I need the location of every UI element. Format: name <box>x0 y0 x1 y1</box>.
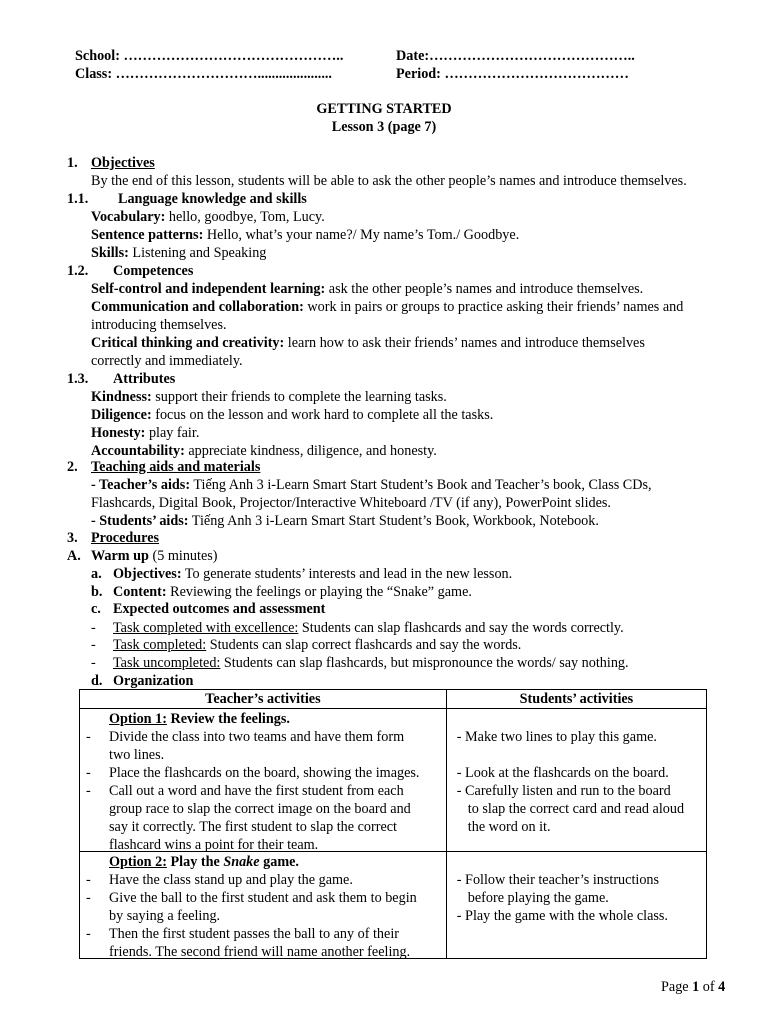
class-field: Class: …………………………..................... <box>75 66 332 82</box>
student-step: - Play the game with the whole class. <box>456 908 668 924</box>
student-step: - Follow their teacher’s instructions <box>456 872 660 888</box>
patterns-text: Hello, what’s your name?/ My name’s Tom./ Goodbye. <box>203 227 520 243</box>
skills-text: Listening and Speaking <box>128 245 267 261</box>
warmup-heading: Warm up <box>91 548 149 564</box>
honesty-label: Honesty: <box>91 425 146 441</box>
option-1-text: Review the feelings. <box>166 711 290 727</box>
self-control-label: Self-control and independent learning: <box>91 281 326 297</box>
item-a-label: Objectives: <box>113 566 182 582</box>
teacher-step: Have the class stand up and play the game. <box>109 872 353 888</box>
skills-label: Skills: <box>91 245 129 261</box>
outcome-completed-label: Task completed: <box>113 637 207 653</box>
students-activities-header: Students’ activities <box>446 690 706 709</box>
outcome-excellence-text: Students can slap flashcards and say the words correctly. <box>298 620 624 636</box>
teacher-step: say it correctly. The first student to slap the correct <box>109 819 397 835</box>
student-step: - Look at the flashcards on the board. <box>456 765 669 781</box>
patterns-line <box>91 226 519 244</box>
page-footer <box>661 978 725 996</box>
item-d-label: Organization <box>113 673 194 689</box>
outcome-dash-3: - <box>91 655 96 671</box>
teachers-aids-line <box>91 476 652 494</box>
table-row <box>80 852 707 959</box>
option-2-title <box>109 853 299 871</box>
section-1-2-heading: Competences <box>113 263 194 279</box>
students-aids-label: - Students’ aids: <box>91 513 189 529</box>
student-step: the word on it. <box>467 819 551 835</box>
self-control-line <box>91 280 643 298</box>
honesty-line <box>91 424 199 442</box>
section-3-heading: Procedures <box>91 530 160 546</box>
section-1-2-number: 1.2. <box>67 263 89 279</box>
skills-line <box>91 244 266 262</box>
table-row <box>80 709 707 852</box>
dash: - <box>86 890 91 906</box>
period-field: Period: ………………………………… <box>396 66 629 82</box>
dash: - <box>86 783 91 799</box>
date-field: Date:…………………………………….. <box>396 48 635 64</box>
teacher-step: flashcard wins a point for their team. <box>109 837 319 853</box>
student-step: before playing the game. <box>467 890 609 906</box>
option-2-teacher-cell <box>80 852 447 959</box>
kindness-line <box>91 388 447 406</box>
students-aids-text: Tiếng Anh 3 i-Learn Smart Start Student’s Book, Workbook, Notebook. <box>188 513 599 529</box>
dash: - <box>86 765 91 781</box>
patterns-label: Sentence patterns: <box>91 227 204 243</box>
critical-thinking-label: Critical thinking and creativity: <box>91 335 285 351</box>
teachers-aids-text: Tiếng Anh 3 i-Learn Smart Start Student’s Book and Teacher’s book, Class CDs, <box>190 477 652 493</box>
item-c-letter: c. <box>91 601 101 617</box>
student-step: - Make two lines to play this game. <box>456 729 657 745</box>
outcome-uncompleted-text: Students can slap flashcards, but mispronounce the words/ say nothing. <box>220 655 629 671</box>
diligence-label: Diligence: <box>91 407 152 423</box>
option-2-game-name: Snake <box>223 854 260 870</box>
section-3-number: 3. <box>67 530 78 546</box>
item-b-line <box>113 583 472 601</box>
teachers-aids-label: - Teacher’s aids: <box>91 477 191 493</box>
section-1-1-number: 1.1. <box>67 191 89 207</box>
vocabulary-text: hello, goodbye, Tom, Lucy. <box>165 209 325 225</box>
self-control-text: ask the other people’s names and introduce themselves. <box>325 281 644 297</box>
student-step: - Carefully listen and run to the board <box>456 783 671 799</box>
students-aids-line <box>91 512 599 530</box>
communication-label: Communication and collaboration: <box>91 299 304 315</box>
warmup-letter: A. <box>67 548 81 564</box>
footer-page-label: Page <box>661 979 693 995</box>
dash: - <box>86 729 91 745</box>
diligence-text: focus on the lesson and work hard to complete all the tasks. <box>151 407 494 423</box>
critical-thinking-text: learn how to ask their friends’ names and introduce themselves <box>284 335 645 351</box>
option-2-label: Option 2: <box>109 854 167 870</box>
option-2-text-end: game. <box>259 854 299 870</box>
item-a-letter: a. <box>91 566 102 582</box>
outcome-completed-text: Students can slap correct flashcards and say the words. <box>206 637 522 653</box>
option-1-student-cell <box>446 709 706 852</box>
vocabulary-line <box>91 208 325 226</box>
critical-thinking-line <box>91 334 645 352</box>
teacher-step: by saying a feeling. <box>109 908 221 924</box>
option-1-title <box>109 710 290 728</box>
item-b-text: Reviewing the feelings or playing the “Snake” game. <box>166 584 472 600</box>
table-header-row <box>80 690 707 709</box>
outcome-dash-2: - <box>91 637 96 653</box>
section-2-heading: Teaching aids and materials <box>91 459 261 475</box>
kindness-text: support their friends to complete the learning tasks. <box>151 389 447 405</box>
section-1-1-heading: Language knowledge and skills <box>118 191 307 207</box>
item-d-letter: d. <box>91 673 103 689</box>
dash: - <box>86 926 91 942</box>
teachers-aids-line-2: Flashcards, Digital Book, Projector/Interactive Whiteboard /TV (if any), PowerPoint slides. <box>91 495 611 511</box>
honesty-text: play fair. <box>145 425 200 441</box>
section-1-3-number: 1.3. <box>67 371 89 387</box>
teacher-step: Place the flashcards on the board, showing the images. <box>109 765 420 781</box>
objectives-intro: By the end of this lesson, students will be able to ask the other people’s names and introduce themselves. <box>91 173 687 189</box>
section-1-3-heading: Attributes <box>113 371 176 387</box>
item-a-line <box>113 565 512 583</box>
critical-thinking-line-2: correctly and immediately. <box>91 353 243 369</box>
outcome-excellence <box>113 619 624 637</box>
item-a-text: To generate students’ interests and lead in the new lesson. <box>181 566 513 582</box>
option-2-text: Play the <box>166 854 224 870</box>
teachers-activities-header: Teacher’s activities <box>80 690 447 709</box>
kindness-label: Kindness: <box>91 389 152 405</box>
communication-line <box>91 298 683 316</box>
school-field: School: ……………………………………….. <box>75 48 344 64</box>
page-subtitle: Lesson 3 (page 7) <box>331 119 437 135</box>
option-1-label: Option 1: <box>109 711 167 727</box>
footer-of-label: of <box>699 979 719 995</box>
item-b-letter: b. <box>91 584 103 600</box>
footer-current-page: 1 <box>692 979 700 995</box>
item-c-label: Expected outcomes and assessment <box>113 601 326 617</box>
teacher-step: Divide the class into two teams and have them form <box>109 729 405 745</box>
outcome-dash-1: - <box>91 620 96 636</box>
section-2-number: 2. <box>67 459 78 475</box>
dash: - <box>86 872 91 888</box>
teacher-step: Call out a word and have the first student from each <box>109 783 404 799</box>
option-2-student-cell <box>446 852 706 959</box>
teacher-step: Give the ball to the first student and ask them to begin <box>109 890 417 906</box>
page-title: GETTING STARTED <box>316 101 452 117</box>
outcome-uncompleted <box>113 654 629 672</box>
teacher-step: Then the first student passes the ball to any of their <box>109 926 399 942</box>
option-1-teacher-cell <box>80 709 447 852</box>
accountability-label: Accountability: <box>91 443 185 459</box>
section-1-heading: Objectives <box>91 155 155 171</box>
outcome-excellence-label: Task completed with excellence: <box>113 620 299 636</box>
teacher-step: two lines. <box>109 747 165 763</box>
footer-total-pages: 4 <box>718 979 726 995</box>
section-1-number: 1. <box>67 155 78 171</box>
item-b-label: Content: <box>113 584 167 600</box>
communication-text: work in pairs or groups to practice asking their friends’ names and <box>303 299 684 315</box>
warmup-time: (5 minutes) <box>148 548 218 564</box>
accountability-text: appreciate kindness, diligence, and honesty. <box>184 443 437 459</box>
teacher-step: friends. The second friend will name another feeling. <box>109 944 411 960</box>
warmup-line <box>91 547 218 565</box>
teacher-step: group race to slap the correct image on the board and <box>109 801 411 817</box>
outcome-completed <box>113 636 521 654</box>
diligence-line <box>91 406 493 424</box>
vocabulary-label: Vocabulary: <box>91 209 166 225</box>
organization-table <box>79 689 707 959</box>
outcome-uncompleted-label: Task uncompleted: <box>113 655 221 671</box>
student-step: to slap the correct card and read aloud <box>467 801 685 817</box>
communication-line-2: introducing themselves. <box>91 317 227 333</box>
